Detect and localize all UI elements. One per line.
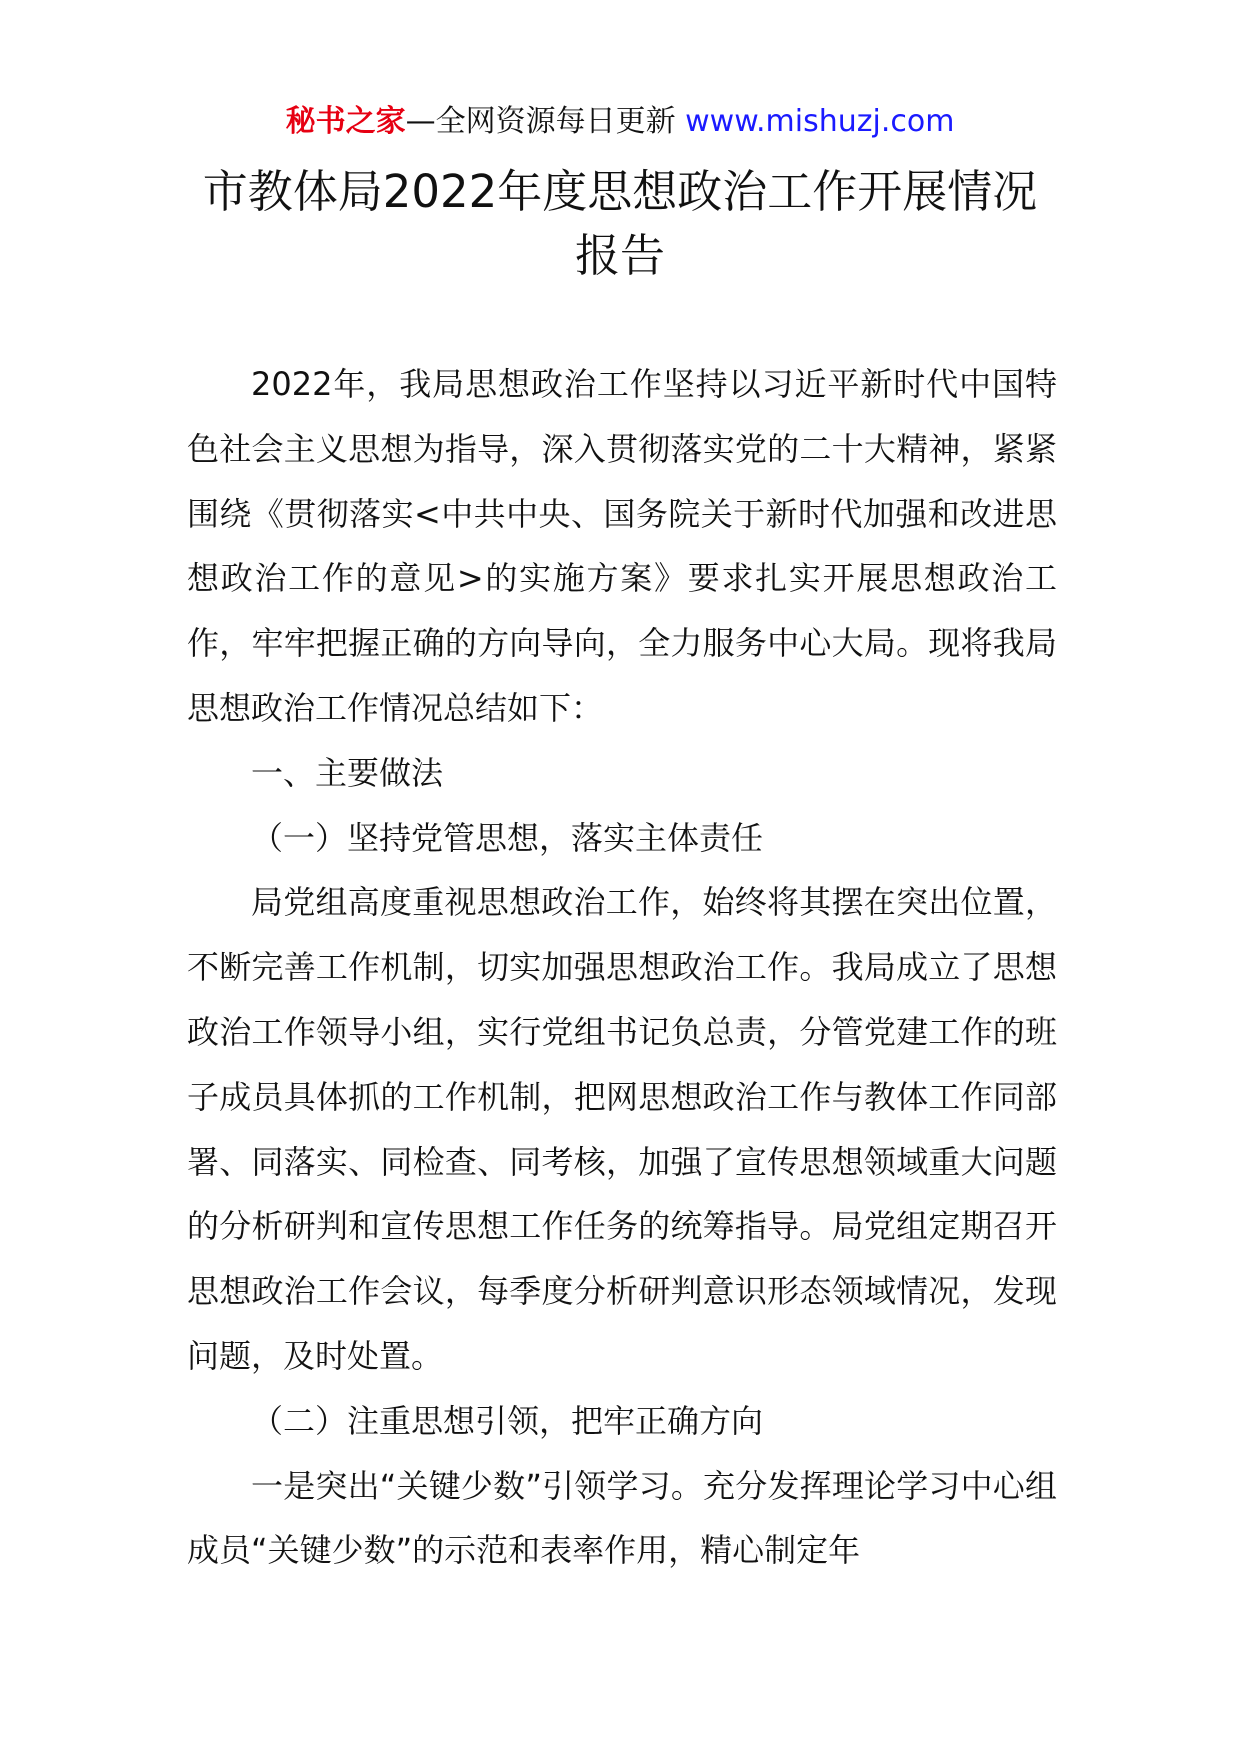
site-url-link[interactable]: www.mishuzj.com xyxy=(685,104,955,139)
intro-paragraph: 2022年，我局思想政治工作坚持以习近平新时代中国特色社会主义思想为指导，深入贯彻落实党的二十大精神，紧紧围绕《贯彻落实<中共中央、国务院关于新时代加强和改进思想政治工作的意见>的实施方案》要求扎实开展思想政治工作，牢牢把握正确的方向导向，全力服务中心大局。现将我局思想政治工作情况总结如下： xyxy=(187,365,1057,727)
subsection-heading-2: （二）注重思想引领，把牢正确方向 xyxy=(251,1401,764,1440)
document-title xyxy=(150,160,1090,288)
section-heading-1: 一、主要做法 xyxy=(251,753,444,792)
document-body xyxy=(187,352,1057,1583)
brand-name: 秘书之家 xyxy=(285,104,406,139)
body-paragraph-1: 局党组高度重视思想政治工作，始终将其摆在突出位置，不断完善工作机制，切实加强思想政治工作。我局成立了思想政治工作领导小组，实行党组书记负总责，分管党建工作的班子成员具体抓的工作机制，把网思想政治工作与教体工作同部署、同落实、同检查、同考核，加强了宣传思想领域重大问题的分析研判和宣传思想工作任务的统筹指导。局党组定期召开思想政治工作会议，每季度分析研判意识形态领域情况，发现问题，及时处置。 xyxy=(187,883,1057,1375)
body-paragraph-2: 一是突出“关键少数”引领学习。充分发挥理论学习中心组成员“关键少数”的示范和表率作用，精心制定年 xyxy=(187,1466,1057,1570)
title-line-2: 报告 xyxy=(574,229,665,282)
header-tagline: —全网资源每日更新 xyxy=(405,104,686,139)
site-header xyxy=(0,102,1240,142)
subsection-heading-1: （一）坚持党管思想，落实主体责任 xyxy=(251,818,764,857)
title-line-1: 市教体局2022年度思想政治工作开展情况 xyxy=(202,165,1038,218)
